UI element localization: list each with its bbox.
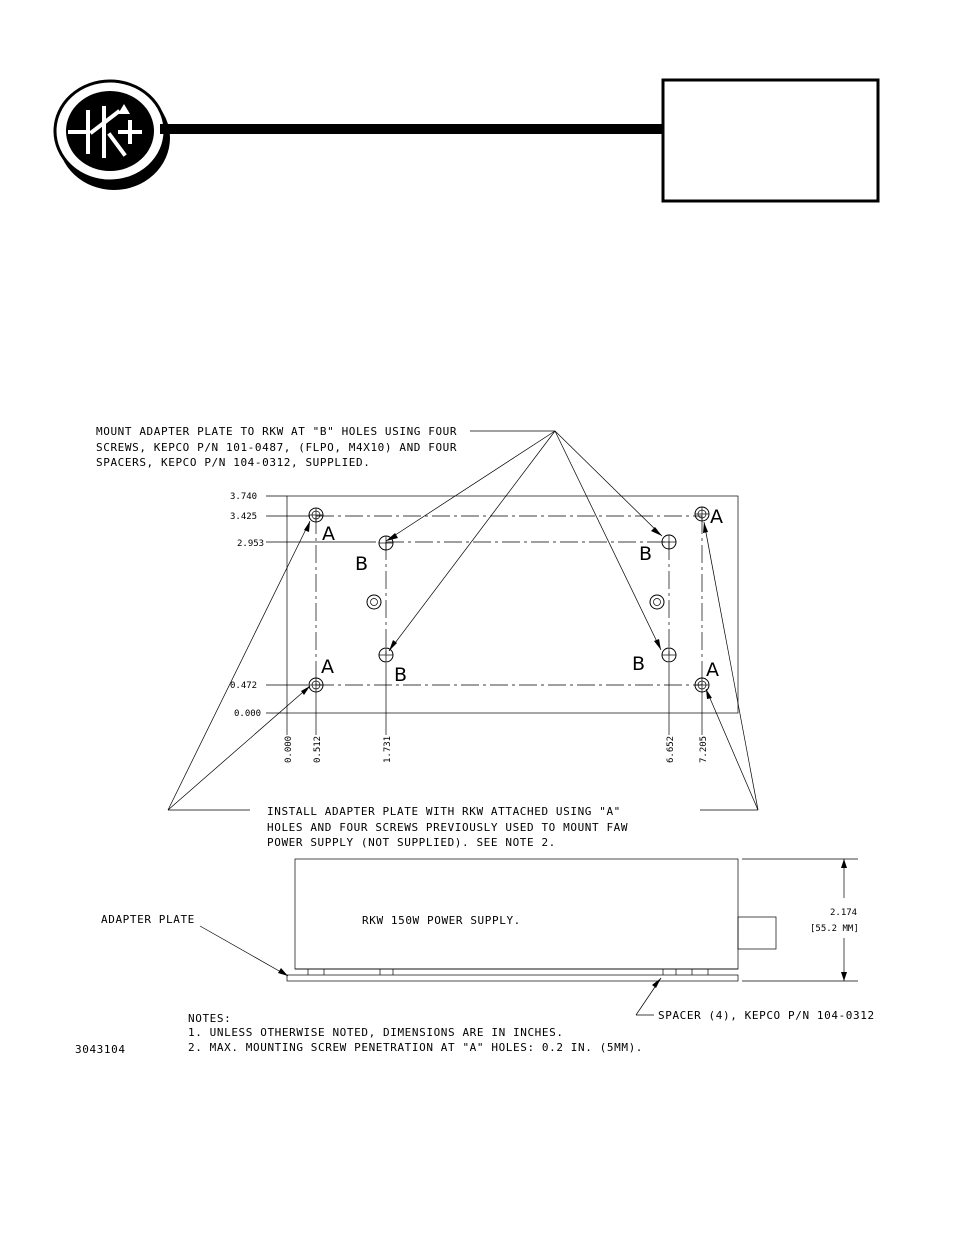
top-callout-note <box>96 425 457 469</box>
adapter-plate-outline <box>287 496 738 713</box>
adapter-plate-side <box>287 975 738 981</box>
header-rule <box>160 124 663 134</box>
spacer-label: SPACER (4), KEPCO P/N 104-0312 <box>658 1009 875 1022</box>
top-note-line-1: MOUNT ADAPTER PLATE TO RKW AT "B" HOLES USING FOUR <box>96 425 458 438</box>
b-hole <box>379 648 393 662</box>
note-2: 2. MAX. MOUNTING SCREW PENETRATION AT "A" HOLES: 0.2 IN. (5MM). <box>188 1041 644 1054</box>
height-dimension-mm: [55.2 MM] <box>810 924 859 934</box>
top-note-line-3: SPACERS, KEPCO P/N 104-0312, SUPPLIED. <box>96 456 371 469</box>
dim-y-0472: 0.472 <box>230 681 258 691</box>
top-note-line-2: SCREWS, KEPCO P/N 101-0487, (FLPO, M4X10) AND FOUR <box>96 441 458 454</box>
drawing-number: 3043104 <box>75 1043 126 1056</box>
dim-x-0000: 0.000 <box>284 735 294 763</box>
b-hole <box>379 536 393 550</box>
b-hole <box>662 648 676 662</box>
plan-view <box>230 492 738 763</box>
dim-x-7205: 7.205 <box>699 735 709 763</box>
dim-y-3740: 3.740 <box>230 492 258 502</box>
hole-label-a: A <box>322 523 335 545</box>
extra-hole <box>650 595 664 609</box>
middle-note-line-3: POWER SUPPLY (NOT SUPPLIED). SEE NOTE 2. <box>267 836 556 849</box>
hole-label-b: B <box>639 543 653 565</box>
side-view <box>101 859 875 1022</box>
a-hole <box>309 508 323 522</box>
connector-stub <box>738 917 776 949</box>
power-supply-label: RKW 150W POWER SUPPLY. <box>362 914 521 927</box>
hole-label-b: B <box>355 553 369 575</box>
middle-note-line-2: HOLES AND FOUR SCREWS PREVIOUSLY USED TO MOUNT FAW <box>267 821 629 834</box>
dim-y-3425: 3.425 <box>230 512 258 522</box>
adapter-plate-label: ADAPTER PLATE <box>101 913 195 926</box>
hole-label-b: B <box>632 653 646 675</box>
dim-y-2953: 2.953 <box>237 539 265 549</box>
kepco-logo-icon <box>55 81 170 190</box>
hole-label-a: A <box>706 659 719 681</box>
notes-block <box>188 1012 643 1054</box>
height-dimension: 2.174 <box>830 908 858 918</box>
dim-y-0000: 0.000 <box>234 709 262 719</box>
a-hole-leaders <box>168 521 758 810</box>
a-hole <box>695 507 709 521</box>
middle-callout-note <box>267 805 628 849</box>
hole-label-b: B <box>394 664 408 686</box>
extra-hole <box>367 595 381 609</box>
a-hole <box>309 678 323 692</box>
note-1: 1. UNLESS OTHERWISE NOTED, DIMENSIONS ARE IN INCHES. <box>188 1026 564 1039</box>
middle-note-line-1: INSTALL ADAPTER PLATE WITH RKW ATTACHED USING "A" <box>267 805 621 818</box>
b-hole <box>662 535 676 549</box>
title-box <box>663 80 878 201</box>
notes-heading: NOTES: <box>188 1012 232 1025</box>
hole-label-a: A <box>710 506 723 528</box>
dim-x-6652: 6.652 <box>666 735 676 763</box>
b-hole-leaders <box>386 431 662 651</box>
hole-label-a: A <box>321 656 334 678</box>
dim-x-1731: 1.731 <box>383 735 393 763</box>
dim-x-0512: 0.512 <box>313 735 323 763</box>
